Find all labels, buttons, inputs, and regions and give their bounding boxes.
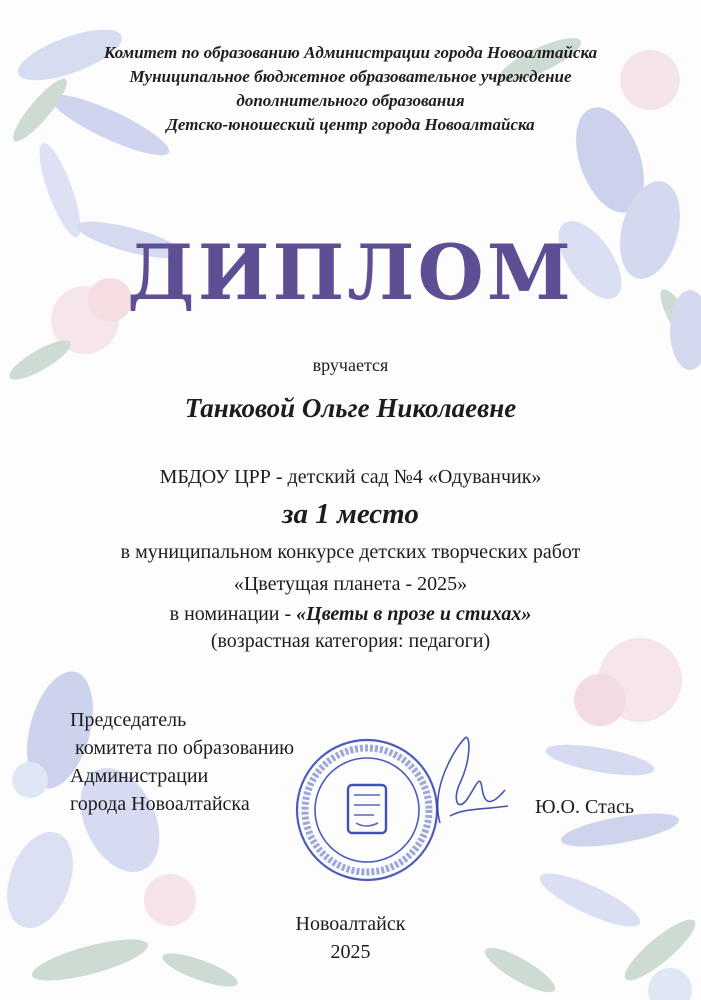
age-category: (возрастная категория: педагоги) bbox=[210, 630, 491, 652]
presented-to-label: вручается bbox=[312, 355, 389, 375]
signatory-name: Ю.О. Стась bbox=[535, 796, 634, 818]
signatory-title-line-3: Администрации bbox=[70, 765, 209, 787]
nomination-prefix: в номинации - bbox=[169, 603, 297, 625]
signatory-title-line-4: города Новоалтайска bbox=[70, 793, 250, 815]
organizer-line-1: Комитет по образованию Администрации города Новоалтайска bbox=[103, 43, 598, 62]
diploma-title: ДИПЛОМ bbox=[127, 228, 574, 317]
recipient-name: Танковой Ольге Николаевне bbox=[184, 393, 517, 423]
award-place: за 1 место bbox=[282, 498, 419, 530]
signatory-title-line-2: комитета по образованию bbox=[70, 737, 295, 759]
institution-name: МБДОУ ЦРР - детский сад №4 «Одуванчик» bbox=[159, 466, 542, 488]
nomination-line bbox=[0, 603, 701, 626]
nomination-name: «Цветы в прозе и стихах» bbox=[296, 603, 532, 625]
footer-year: 2025 bbox=[330, 941, 371, 963]
contest-name: «Цветущая планета - 2025» bbox=[233, 573, 468, 595]
contest-line: в муниципальном конкурсе детских творческих работ bbox=[120, 541, 581, 563]
organizer-line-4: Детско-юношеский центр города Новоалтайска bbox=[166, 115, 535, 134]
organizer-line-2: Муниципальное бюджетное образовательное учреждение bbox=[129, 67, 572, 86]
handwritten-signature bbox=[410, 728, 510, 828]
organizer-line-3: дополнительного образования bbox=[236, 91, 465, 110]
footer-city: Новоалтайск bbox=[295, 913, 406, 935]
signatory-title-line-1: Председатель bbox=[70, 709, 187, 731]
